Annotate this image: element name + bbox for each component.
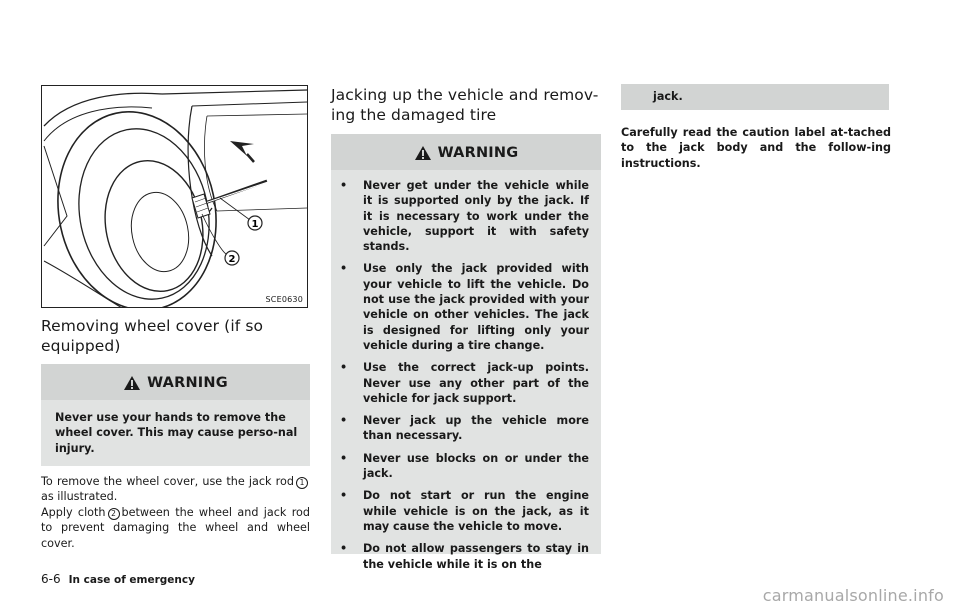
wheel-cover-illustration: [41, 85, 308, 308]
para1-text-b: as illustrated.: [41, 490, 118, 504]
section2-warning-body: [331, 170, 601, 571]
circle-number-1: 1: [296, 477, 308, 489]
section1-heading-line1: Removing wheel cover (if so: [41, 317, 264, 335]
section2-heading-line2: ing the damaged tire: [331, 106, 497, 124]
section2-paragraph: Carefully read the caution label at-tached to the jack body and the follow-ing instructions.: [621, 126, 891, 170]
section2-warning-title: WARNING: [437, 145, 519, 161]
section1-heading-line2: equipped): [41, 337, 121, 355]
warning-continued-text: jack.: [653, 90, 683, 103]
section2-heading-line1: Jacking up the vehicle and remov-: [331, 86, 599, 104]
wheel-drawing: [42, 86, 308, 308]
section2-warning-box: [331, 134, 601, 571]
section1-warning-box: [41, 364, 310, 466]
warning-item: • Do not start or run the engine while vehicle is on the jack, as it may cause the vehicle to move.: [331, 488, 589, 534]
section2-warning-header: [331, 136, 601, 170]
page-footer: [41, 572, 195, 586]
warning-triangle-icon: [414, 145, 432, 161]
watermark: carmanualsonline.info: [762, 586, 944, 605]
circle-number-2: 2: [108, 508, 120, 520]
warning-item: • Use the correct jack-up points. Never use any other part of the vehicle for jack support.: [331, 360, 589, 406]
footer-section-title: In case of emergency: [68, 574, 195, 586]
warning-item: • Never get under the vehicle while it is supported only by the jack. If it is necessary to work under the vehicle, support it with safety stands.: [331, 178, 589, 254]
para1-text-a: To remove the wheel cover, use the jack rod: [41, 475, 294, 488]
section1-paragraph-2: [41, 505, 310, 551]
section2-heading: [331, 85, 603, 125]
section1-warning-title: WARNING: [147, 375, 228, 391]
warning-item: • Use only the jack provided with your vehicle to lift the vehicle. Do not use the jack provided with your vehicle on other vehicles. The jack is designed for lifting only your vehicle during a tire change.: [331, 261, 589, 353]
warning-triangle-icon: [123, 375, 141, 391]
section1-warning-body: [41, 400, 310, 466]
para2-text-a: Apply cloth: [41, 506, 106, 519]
section1-heading: [41, 316, 310, 356]
para2-text-b: between the wheel and jack rod to prevent damaging the wheel and wheel cover.: [41, 506, 310, 550]
warning-item: • Do not allow passengers to stay in the vehicle while it is on the: [331, 541, 589, 572]
section1-paragraph-1: [41, 474, 310, 505]
callout-1: 1: [251, 219, 259, 230]
callout-2: 2: [228, 254, 236, 265]
warning-continued-box: [621, 84, 889, 110]
figure-code: SCE0630: [265, 295, 303, 304]
section1-warning-text: Never use your hands to remove the wheel cover. This may cause perso-nal injury.: [55, 411, 298, 455]
warning-item: • Never jack up the vehicle more than necessary.: [331, 413, 589, 444]
warning-item: • Never use blocks on or under the jack.: [331, 451, 589, 482]
section1-warning-header: [41, 366, 310, 400]
warning-list: [331, 178, 589, 572]
page-number: 6-6: [41, 572, 61, 586]
